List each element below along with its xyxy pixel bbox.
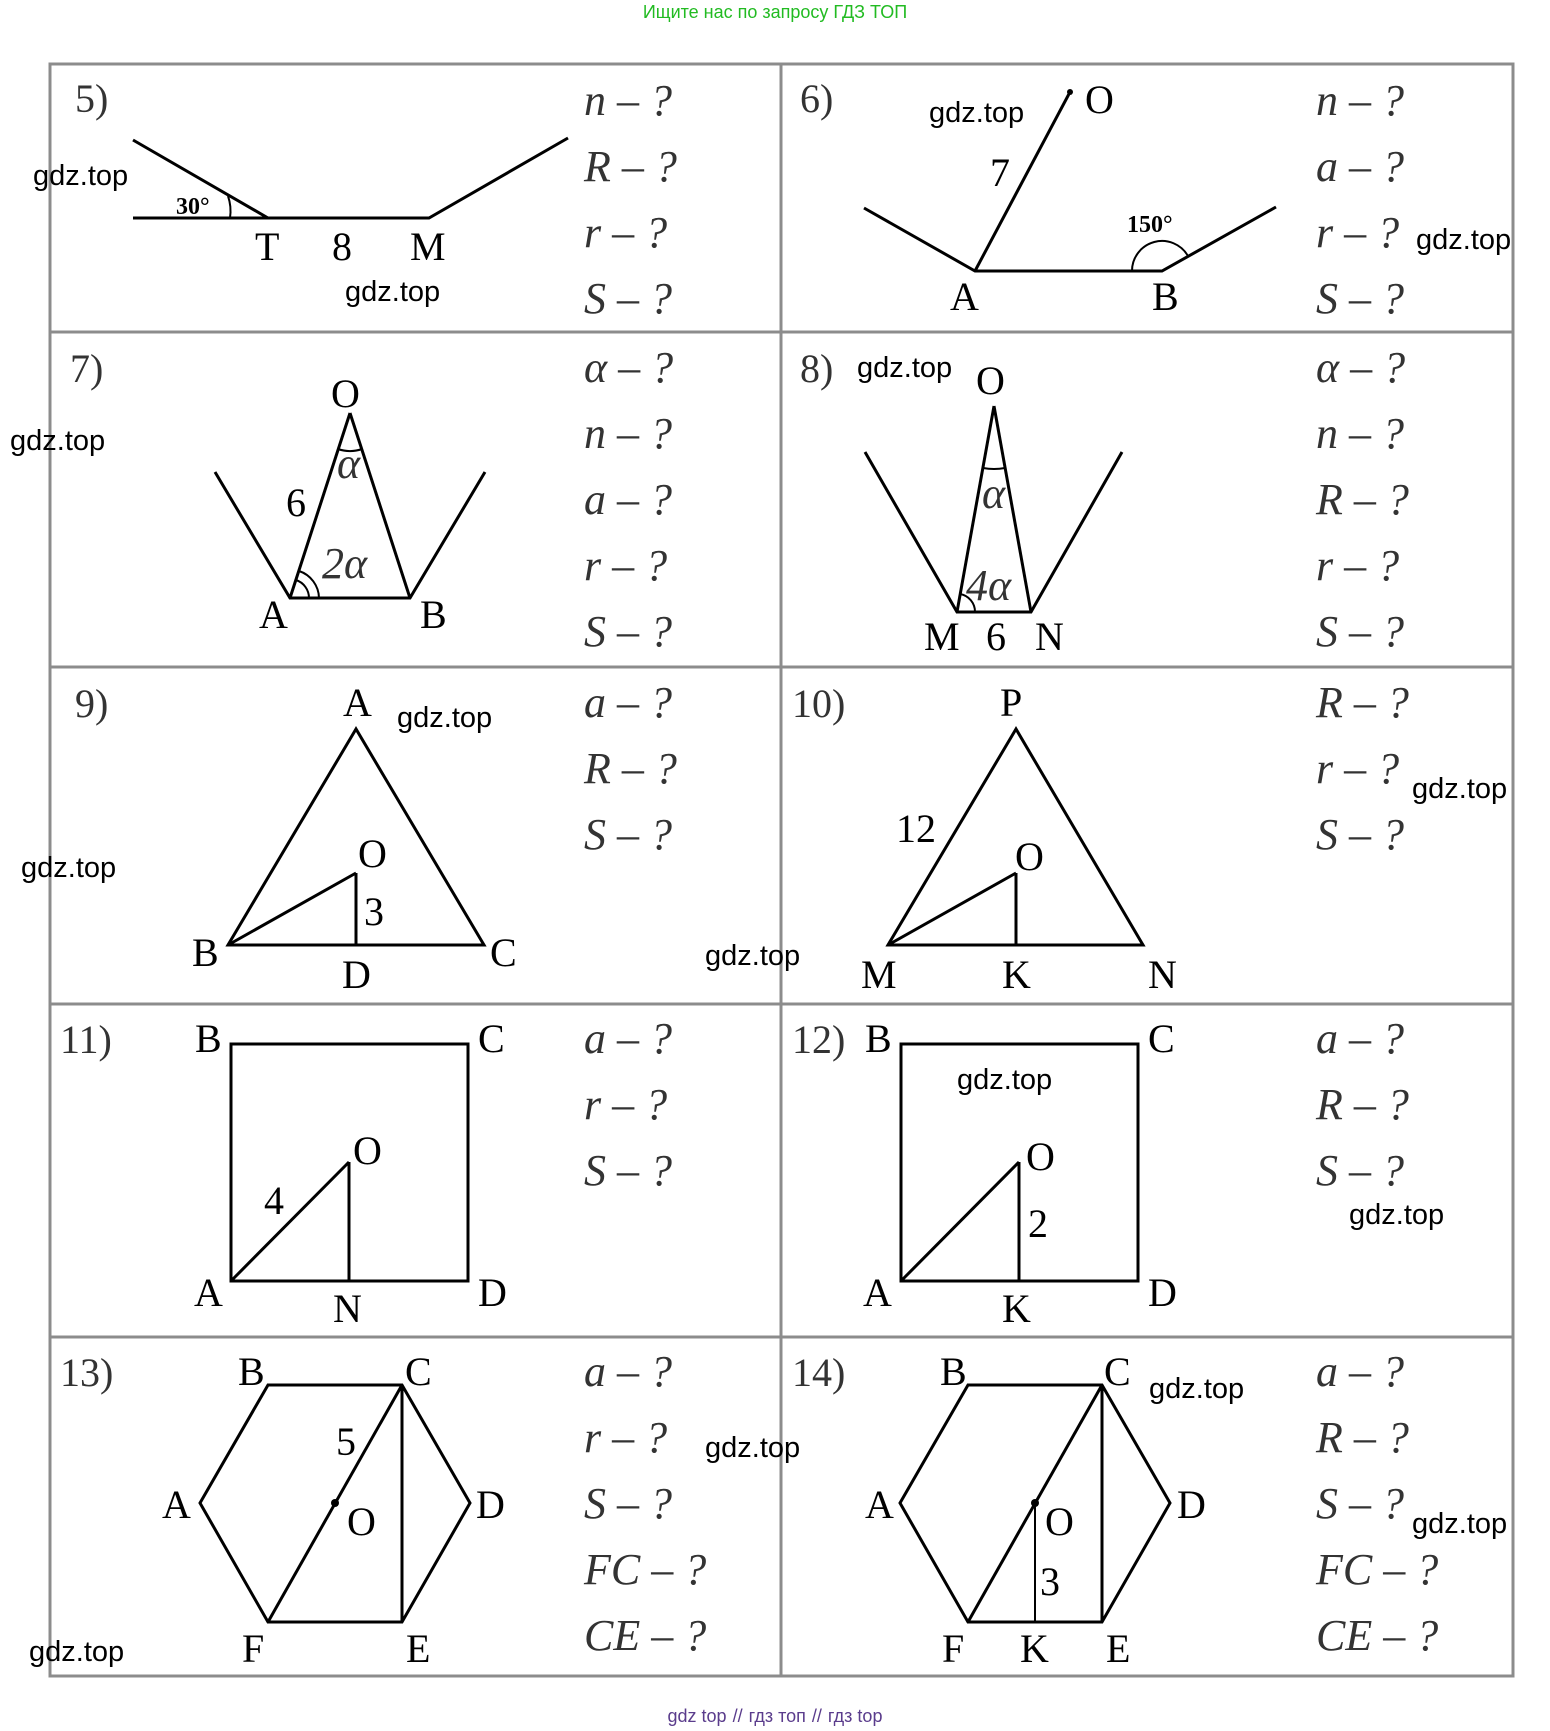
- problem-8-questions: [1315, 343, 1409, 656]
- p9-label-B: B: [192, 930, 219, 975]
- p11-label-A: A: [194, 1270, 223, 1315]
- problem-14: [792, 1347, 1438, 1671]
- question: r – ?: [584, 1413, 668, 1462]
- question: CE – ?: [1316, 1611, 1439, 1660]
- problem-14-number: 14): [792, 1350, 846, 1395]
- watermark: gdz.top: [857, 352, 953, 384]
- question: a – ?: [584, 475, 672, 524]
- question: S – ?: [584, 1146, 672, 1195]
- problem-9-figure: [228, 729, 484, 945]
- p14-label-C: C: [1104, 1349, 1131, 1394]
- watermark: gdz.top: [21, 852, 117, 884]
- p10-label-N: N: [1148, 952, 1177, 997]
- p11-label-O: O: [353, 1128, 382, 1173]
- p5-label-angle: 30°: [176, 194, 210, 220]
- question: S – ?: [1316, 274, 1404, 323]
- problem-12-number: 12): [792, 1017, 846, 1062]
- p13-label-F: F: [242, 1626, 265, 1671]
- question: n – ?: [584, 409, 672, 458]
- watermark: gdz.top: [705, 1432, 801, 1464]
- question: n – ?: [1316, 76, 1404, 125]
- problem-7-questions: [584, 343, 673, 656]
- problem-10-questions: [1315, 678, 1409, 859]
- problem-9: [75, 678, 677, 997]
- question: R – ?: [1316, 1080, 1409, 1129]
- p5-label-M: M: [410, 224, 446, 269]
- p7-label-B: B: [420, 592, 447, 637]
- p12-label-K: K: [1002, 1286, 1031, 1331]
- p9-label-A: A: [343, 680, 372, 725]
- p9-label-r: 3: [364, 889, 384, 934]
- watermark: gdz.top: [1349, 1199, 1445, 1231]
- problem-6-number: 6): [800, 76, 834, 121]
- p5-label-side: 8: [332, 224, 352, 269]
- question: S – ?: [584, 1479, 672, 1528]
- p9-label-C: C: [490, 930, 517, 975]
- p9-label-O: O: [358, 831, 387, 876]
- watermark: gdz.top: [1412, 773, 1508, 805]
- problem-12: [792, 1014, 1409, 1331]
- p6-label-side: 7: [990, 150, 1010, 195]
- problem-8-number: 8): [800, 346, 834, 391]
- problem-13: [60, 1347, 706, 1671]
- question: S – ?: [584, 810, 672, 859]
- footer-link[interactable]: гдз top: [827, 1706, 883, 1726]
- watermark: gdz.top: [345, 276, 441, 308]
- p10-label-K: K: [1002, 952, 1031, 997]
- problem-9-questions: [583, 678, 677, 859]
- p11-label-D: D: [478, 1270, 507, 1315]
- p10-label-M: M: [861, 952, 897, 997]
- p7-label-two-alpha: 2α: [322, 539, 368, 588]
- p7-label-A: A: [259, 592, 288, 637]
- p6-label-A: A: [950, 274, 979, 319]
- p6-label-O: O: [1085, 77, 1114, 122]
- problem-6-questions: [1316, 76, 1404, 323]
- question: a – ?: [1316, 142, 1404, 191]
- watermark: gdz.top: [957, 1064, 1053, 1096]
- question: a – ?: [1316, 1014, 1404, 1063]
- question: r – ?: [1316, 744, 1400, 793]
- p11-label-C: C: [478, 1016, 505, 1061]
- p13-label-O: O: [347, 1499, 376, 1544]
- question: FC – ?: [584, 1545, 707, 1594]
- question: S – ?: [584, 274, 672, 323]
- question: n – ?: [1316, 409, 1404, 458]
- question: r – ?: [1316, 541, 1400, 590]
- watermark: gdz.top: [29, 1636, 125, 1668]
- top-banner[interactable]: Ищите нас по запросу ГДЗ ТОП: [642, 2, 908, 22]
- question: R – ?: [1316, 678, 1409, 727]
- question: S – ?: [1316, 1479, 1404, 1528]
- p10-label-P: P: [1000, 680, 1023, 725]
- problem-11: [60, 1014, 672, 1331]
- question: a – ?: [1316, 1347, 1404, 1396]
- p7-label-side: 6: [286, 480, 306, 525]
- p5-label-T: T: [255, 224, 280, 269]
- question: R – ?: [584, 744, 677, 793]
- question: α – ?: [584, 343, 674, 392]
- watermark: gdz.top: [10, 425, 106, 457]
- footer-link[interactable]: гдз топ: [748, 1706, 806, 1726]
- p6-label-angle: 150°: [1127, 212, 1173, 238]
- question: r – ?: [584, 1080, 668, 1129]
- question: R – ?: [584, 142, 677, 191]
- question: S – ?: [1316, 810, 1404, 859]
- footer-link[interactable]: gdz top: [667, 1706, 727, 1726]
- question: a – ?: [584, 1347, 672, 1396]
- question: S – ?: [584, 607, 672, 656]
- p13-label-side: 5: [336, 1419, 356, 1464]
- p13-label-E: E: [406, 1626, 431, 1671]
- p13-label-B: B: [238, 1349, 265, 1394]
- p12-label-D: D: [1148, 1270, 1177, 1315]
- p14-label-F: F: [942, 1626, 965, 1671]
- p14-label-O: O: [1045, 1499, 1074, 1544]
- p8-label-M: M: [924, 614, 960, 659]
- problem-11-questions: [584, 1014, 672, 1195]
- problem-11-number: 11): [60, 1017, 112, 1062]
- problem-10: [792, 678, 1409, 997]
- problem-6-figure: [864, 89, 1276, 271]
- watermark: gdz.top: [33, 160, 129, 192]
- p8-label-O: O: [976, 358, 1005, 403]
- p8-label-N: N: [1035, 614, 1064, 659]
- watermark: gdz.top: [705, 940, 801, 972]
- p8-label-alpha: α: [982, 469, 1006, 518]
- problem-13-figure: [200, 1385, 470, 1622]
- p13-label-C: C: [405, 1349, 432, 1394]
- p7-label-O: O: [331, 371, 360, 416]
- p8-label-four-alpha: 4α: [966, 561, 1012, 610]
- footer-links: [0, 1704, 1550, 1728]
- problem-7: [70, 343, 673, 656]
- question: a – ?: [584, 1014, 672, 1063]
- question: r – ?: [584, 208, 668, 257]
- question: R – ?: [1316, 1413, 1409, 1462]
- problem-5-questions: [583, 76, 677, 323]
- p14-label-E: E: [1106, 1626, 1131, 1671]
- problem-7-number: 7): [70, 346, 104, 391]
- p13-label-A: A: [162, 1482, 191, 1527]
- p11-label-B: B: [195, 1016, 222, 1061]
- question: CE – ?: [584, 1611, 707, 1660]
- question: n – ?: [584, 76, 672, 125]
- watermark: gdz.top: [397, 702, 493, 734]
- question: a – ?: [584, 678, 672, 727]
- footer-separator: //: [811, 1706, 822, 1726]
- problem-13-number: 13): [60, 1350, 114, 1395]
- question: r – ?: [1316, 208, 1400, 257]
- question: α – ?: [1316, 343, 1406, 392]
- p6-label-B: B: [1152, 274, 1179, 319]
- p12-label-r: 2: [1028, 1201, 1048, 1246]
- problem-12-questions: [1315, 1014, 1409, 1195]
- p14-label-r: 3: [1040, 1559, 1060, 1604]
- p14-label-A: A: [865, 1482, 894, 1527]
- problem-10-number: 10): [792, 681, 846, 726]
- problem-14-figure: [900, 1385, 1170, 1622]
- p11-label-N: N: [333, 1286, 362, 1331]
- p14-label-K: K: [1020, 1626, 1049, 1671]
- footer-separator: //: [732, 1706, 743, 1726]
- question: S – ?: [1316, 607, 1404, 656]
- p10-label-O: O: [1015, 834, 1044, 879]
- p12-label-B: B: [865, 1016, 892, 1061]
- question: S – ?: [1316, 1146, 1404, 1195]
- p7-label-alpha: α: [337, 439, 361, 488]
- problem-11-figure: [231, 1044, 468, 1281]
- watermark: gdz.top: [929, 97, 1025, 129]
- watermark: gdz.top: [1149, 1373, 1245, 1405]
- p13-label-D: D: [476, 1482, 505, 1527]
- p14-label-D: D: [1177, 1482, 1206, 1527]
- question: R – ?: [1316, 475, 1409, 524]
- p11-label-side: 4: [264, 1178, 284, 1223]
- p12-label-C: C: [1148, 1016, 1175, 1061]
- question: FC – ?: [1316, 1545, 1439, 1594]
- p12-label-O: O: [1026, 1134, 1055, 1179]
- watermark: gdz.top: [1416, 224, 1512, 256]
- problem-6: [800, 76, 1404, 323]
- question: r – ?: [584, 541, 668, 590]
- p8-label-side: 6: [986, 614, 1006, 659]
- watermark: gdz.top: [1412, 1508, 1508, 1540]
- p10-label-side: 12: [896, 806, 936, 851]
- p9-label-D: D: [342, 952, 371, 997]
- problem-9-number: 9): [75, 681, 109, 726]
- problem-5-number: 5): [75, 76, 109, 121]
- p14-label-B: B: [940, 1349, 967, 1394]
- problem-14-questions: [1315, 1347, 1438, 1660]
- p12-label-A: A: [863, 1270, 892, 1315]
- problem-8: [800, 343, 1409, 659]
- problem-13-questions: [583, 1347, 706, 1660]
